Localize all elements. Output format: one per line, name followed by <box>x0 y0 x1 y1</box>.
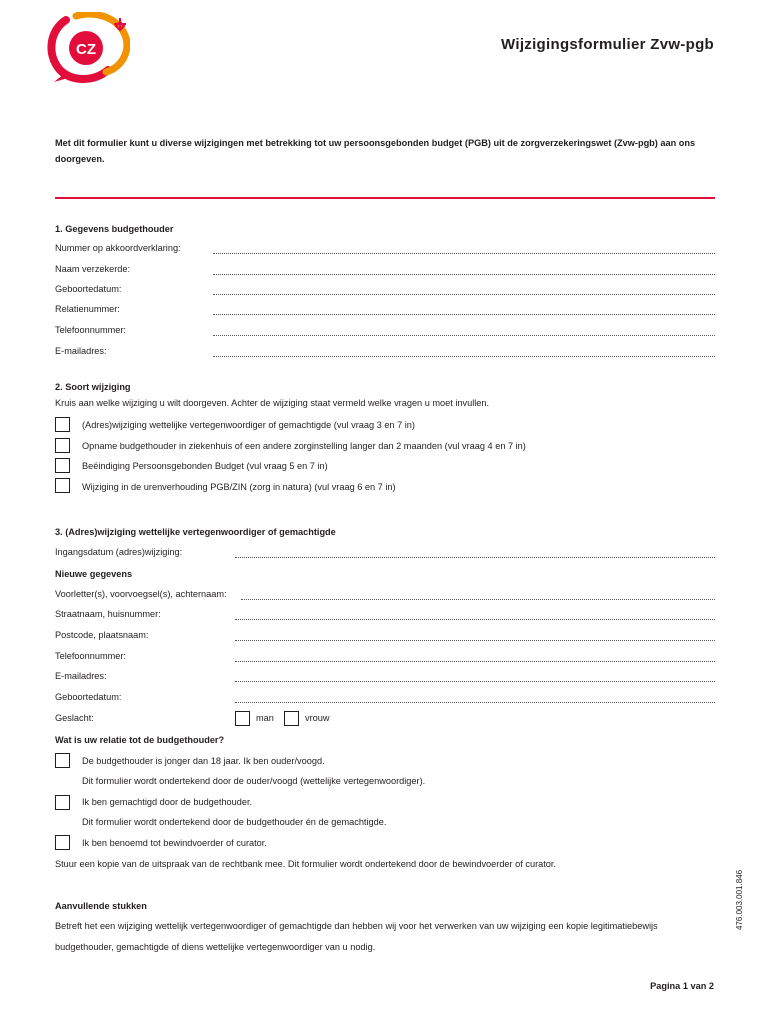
dotted-line <box>235 681 715 682</box>
field-naam[interactable] <box>55 264 715 278</box>
relation-note: Dit formulier wordt ondertekend door de ouder/voogd (wettelijke vertegenwoordiger). <box>82 776 426 786</box>
checkbox-opname[interactable] <box>55 438 70 453</box>
field-label: Telefoonnummer: <box>55 325 126 335</box>
field-label: Straatnaam, huisnummer: <box>55 609 161 619</box>
page-number: Pagina 1 van 2 <box>650 981 714 991</box>
option-label: Wijziging in de urenverhouding PGB/ZIN (zorg in natura) (vul vraag 6 en 7 in) <box>82 482 396 492</box>
relation-heading: Wat is uw relatie tot de budgethouder? <box>55 735 225 745</box>
dotted-line <box>213 274 715 275</box>
relation-option: De budgethouder is jonger dan 18 jaar. Ik ben ouder/voogd. <box>82 756 325 766</box>
field-geboortedatum[interactable] <box>55 284 715 298</box>
dotted-line <box>235 557 715 558</box>
dotted-line <box>235 619 715 620</box>
cz-logo <box>46 12 130 84</box>
option-label: Beëindiging Persoonsgebonden Budget (vul vraag 5 en 7 in) <box>82 461 328 471</box>
logo-text: CZ <box>76 41 96 58</box>
dotted-line <box>213 356 715 357</box>
document-code: 476.003.001.846 <box>735 869 744 930</box>
new-data-heading: Nieuwe gegevens <box>55 569 133 579</box>
dotted-line <box>213 294 715 295</box>
relation-note: Dit formulier wordt ondertekend door de budgethouder én de gemachtigde. <box>82 817 387 827</box>
field-label: Ingangsdatum (adres)wijziging: <box>55 547 183 557</box>
section3-heading: 3. (Adres)wijziging wettelijke vertegenwoordiger of gemachtigde <box>55 527 336 537</box>
intro-text: Met dit formulier kunt u diverse wijzigingen met betrekking tot uw persoonsgebonden budget (PGB) uit de zorgverzekeringswet (Zvw-pgb) aan ons doorgeven. <box>55 138 696 164</box>
field-telefoon[interactable] <box>55 325 715 339</box>
page-title: Wijzigingsformulier Zvw-pgb <box>501 36 714 53</box>
checkbox-beeindiging[interactable] <box>55 458 70 473</box>
dotted-line <box>213 335 715 336</box>
extra-line-1: Betreft het een wijziging wettelijk vertegenwoordiger of gemachtigde dan hebben wij voor het verwerken van uw wijziging een kopie legitimatiebewijs <box>55 921 658 931</box>
field-label: Naam verzekerde: <box>55 264 131 274</box>
field-akkoordverklaring[interactable] <box>55 243 715 257</box>
field-naam-nieuw[interactable] <box>55 589 715 603</box>
field-straat[interactable] <box>55 609 715 623</box>
field-email[interactable] <box>55 346 715 360</box>
extra-line-2: budgethouder, gemachtigde of diens wettelijke vertegenwoordiger van u nodig. <box>55 942 376 952</box>
section2-instruction: Kruis aan welke wijziging u wilt doorgeven. Achter de wijziging staat vermeld welke vragen u moet invullen. <box>55 398 490 408</box>
option-label: (Adres)wijziging wettelijke vertegenwoordiger of gemachtigde (vul vraag 3 en 7 in) <box>82 420 415 430</box>
gender-label: Geslacht: <box>55 713 94 723</box>
field-relatienummer[interactable] <box>55 304 715 318</box>
checkbox-man[interactable] <box>235 711 250 726</box>
field-telefoon-nieuw[interactable] <box>55 651 715 665</box>
gender-option: man <box>256 713 274 723</box>
field-label: E-mailadres: <box>55 346 107 356</box>
field-label: Voorletter(s), voorvoegsel(s), achternaam: <box>55 589 227 599</box>
checkbox-ouder-voogd[interactable] <box>55 753 70 768</box>
checkbox-gemachtigd[interactable] <box>55 795 70 810</box>
dotted-line <box>235 661 715 662</box>
field-email-nieuw[interactable] <box>55 671 715 685</box>
field-ingangsdatum[interactable] <box>55 547 715 561</box>
dotted-line <box>241 599 715 600</box>
field-label: Postcode, plaatsnaam: <box>55 630 149 640</box>
field-label: E-mailadres: <box>55 671 107 681</box>
checkbox-urenverhouding[interactable] <box>55 478 70 493</box>
field-label: Geboortedatum: <box>55 692 122 702</box>
field-postcode[interactable] <box>55 630 715 644</box>
dotted-line <box>213 314 715 315</box>
gender-option: vrouw <box>305 713 330 723</box>
checkbox-bewindvoerder[interactable] <box>55 835 70 850</box>
field-label: Relatienummer: <box>55 304 120 314</box>
relation-option: Ik ben benoemd tot bewindvoerder of curator. <box>82 838 267 848</box>
section1-heading: 1. Gegevens budgethouder <box>55 224 174 234</box>
checkbox-vrouw[interactable] <box>284 711 299 726</box>
curator-note: Stuur een kopie van de uitspraak van de rechtbank mee. Dit formulier wordt ondertekend door de bewindvoerder of curator. <box>55 859 557 869</box>
dotted-line <box>235 702 715 703</box>
checkbox-adreswijziging[interactable] <box>55 417 70 432</box>
field-label: Telefoonnummer: <box>55 651 126 661</box>
option-label: Opname budgethouder in ziekenhuis of een andere zorginstelling langer dan 2 maanden (vul vraag 4 en 7 in) <box>82 441 526 451</box>
field-geboortedatum-nieuw[interactable] <box>55 692 715 706</box>
section2-heading: 2. Soort wijziging <box>55 382 131 392</box>
relation-option: Ik ben gemachtigd door de budgethouder. <box>82 797 253 807</box>
field-label: Geboortedatum: <box>55 284 122 294</box>
divider <box>55 197 715 199</box>
dotted-line <box>213 253 715 254</box>
dotted-line <box>235 640 715 641</box>
field-label: Nummer op akkoordverklaring: <box>55 243 181 253</box>
extra-heading: Aanvullende stukken <box>55 901 147 911</box>
